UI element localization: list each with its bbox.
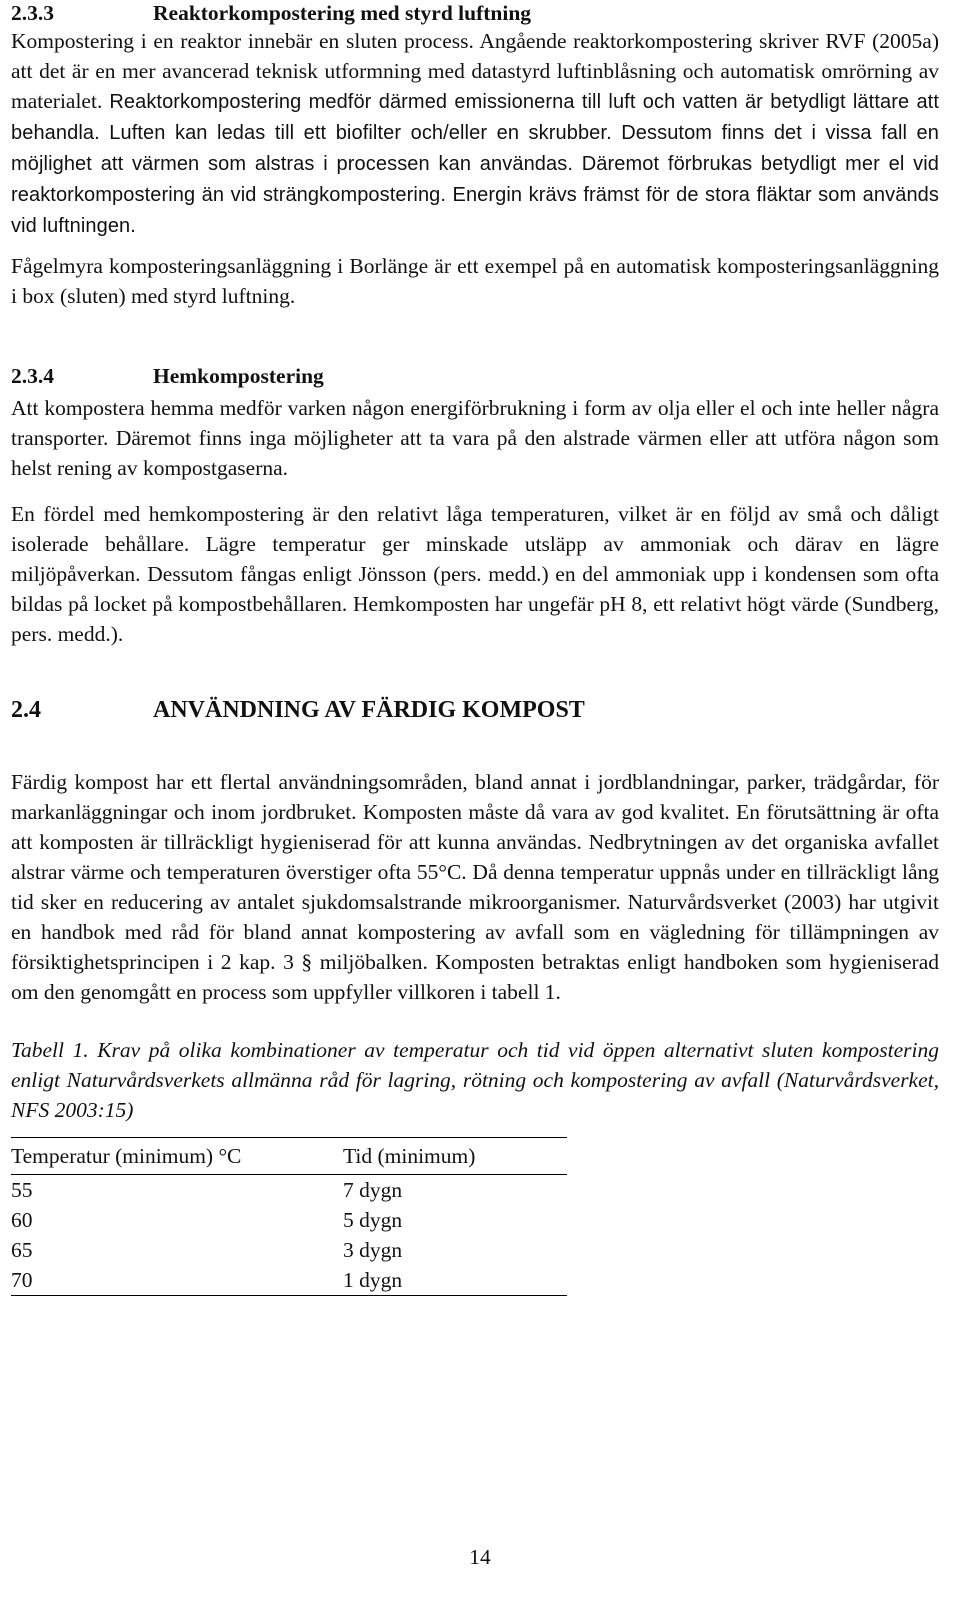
table-header-row <box>11 1138 567 1175</box>
column-header-temperature: Temperatur (minimum) °C <box>11 1144 242 1168</box>
section-title: Hemkompostering <box>153 364 324 388</box>
paragraph-text-sans: Reaktorkompostering medför därmed emissionerna till luft och vatten är betydligt lättare att behandla. Luften kan ledas till ett biofilter och/eller en skrubber. Dessutom finns det i vissa fall en möjlighet att värmen som alstras i processen kan användas. Däremot förbrukas betydligt mer el vid reaktorkompostering än vid strängkompostering. Energin krävs främst för de stora fläktar som används vid luftningen. <box>11 91 939 237</box>
table-row <box>11 1265 567 1296</box>
paragraph-reaktor-1 <box>11 26 939 241</box>
section-heading-2-3-4 <box>11 363 939 389</box>
document-page <box>11 0 939 1296</box>
paragraph-reaktor-2: Fågelmyra komposteringsanläggning i Borlänge är ett exempel på en automatisk komposteringsanläggning i box (sluten) med styrd luftning. <box>11 254 939 308</box>
table-caption: Tabell 1. Krav på olika kombinationer av temperatur och tid vid öppen alternativt sluten kompostering enligt Naturvårdsverkets allmänna råd för lagring, rötning och kompostering av avfall (Naturvårdsverket, NFS 2003:15) <box>11 1038 939 1122</box>
cell-time: 5 dygn <box>343 1208 403 1232</box>
table-row <box>11 1175 567 1206</box>
column-header-time: Tid (minimum) <box>343 1144 476 1168</box>
cell-temperature: 65 <box>11 1238 33 1262</box>
table-row <box>11 1235 567 1265</box>
paragraph-text-serif: Kompostering i en reaktor innebär en sluten process. Angående reaktorkompostering skriver RVF (2005a) att det är en mer avancerad teknisk utformning med datastyrd luftinblåsning och automatisk omrörning av materialet. <box>11 29 939 113</box>
section-number: 2.3.3 <box>11 1 54 25</box>
paragraph-hem-2: En fördel med hemkompostering är den relativt låga temperaturen, vilket är en följd av små och dåligt isolerade behållare. Lägre temperatur ger minskade utsläpp av ammoniak och därav en lägre miljöpåverkan. Dessutom fångas enligt Jönsson (pers. medd.) en del ammoniak upp i kondensen som ofta bildas på locket på kompostbehållaren. Hemkomposten har ungefär pH 8, ett relativt högt värde (Sundberg, pers. medd.). <box>11 502 939 646</box>
section-title: ANVÄNDNING AV FÄRDIG KOMPOST <box>153 697 585 723</box>
requirements-table <box>11 1137 567 1296</box>
cell-temperature: 60 <box>11 1208 33 1232</box>
section-heading-2-4 <box>11 695 939 725</box>
cell-temperature: 55 <box>11 1178 33 1202</box>
page-number: 14 <box>469 1545 491 1569</box>
cell-temperature: 70 <box>11 1268 33 1292</box>
section-number: 2.4 <box>11 697 41 723</box>
table-row <box>11 1205 567 1235</box>
cell-time: 3 dygn <box>343 1238 403 1262</box>
cell-time: 7 dygn <box>343 1178 403 1202</box>
cell-time: 1 dygn <box>343 1268 403 1292</box>
paragraph-anvandning: Färdig kompost har ett flertal användningsområden, bland annat i jordblandningar, parker, trädgårdar, för markanläggningar och inom jordbruket. Komposten måste då vara av god kvalitet. En förutsättning är ofta att komposten är tillräckligt hygieniserad för att kunna användas. Nedbrytningen av det organiska avfallet alstrar värme och temperaturen överstiger ofta 55°C. Då denna temperatur uppnås under en tillräckligt lång tid sker en reducering av antalet sjukdomsalstrande mikroorganismer. Naturvårdsverket (2003) har utgivit en handbok med råd för bland annat kompostering av avfall som en vägledning för tillämpningen av försiktighetsprincipen i 2 kap. 3 § miljöbalken. Komposten betraktas enligt handboken som hygieniserad om den genomgått en process som uppfyller villkoren i tabell 1. <box>11 770 939 1004</box>
section-heading-2-3-3 <box>11 0 939 26</box>
paragraph-hem-1: Att kompostera hemma medför varken någon energiförbrukning i form av olja eller el och inte heller några transporter. Däremot finns inga möjligheter att ta vara på den alstrade värmen eller att utföra någon som helst rening av kompostgaserna. <box>11 396 939 480</box>
section-number: 2.3.4 <box>11 364 54 388</box>
section-title: Reaktorkompostering med styrd luftning <box>153 1 532 25</box>
